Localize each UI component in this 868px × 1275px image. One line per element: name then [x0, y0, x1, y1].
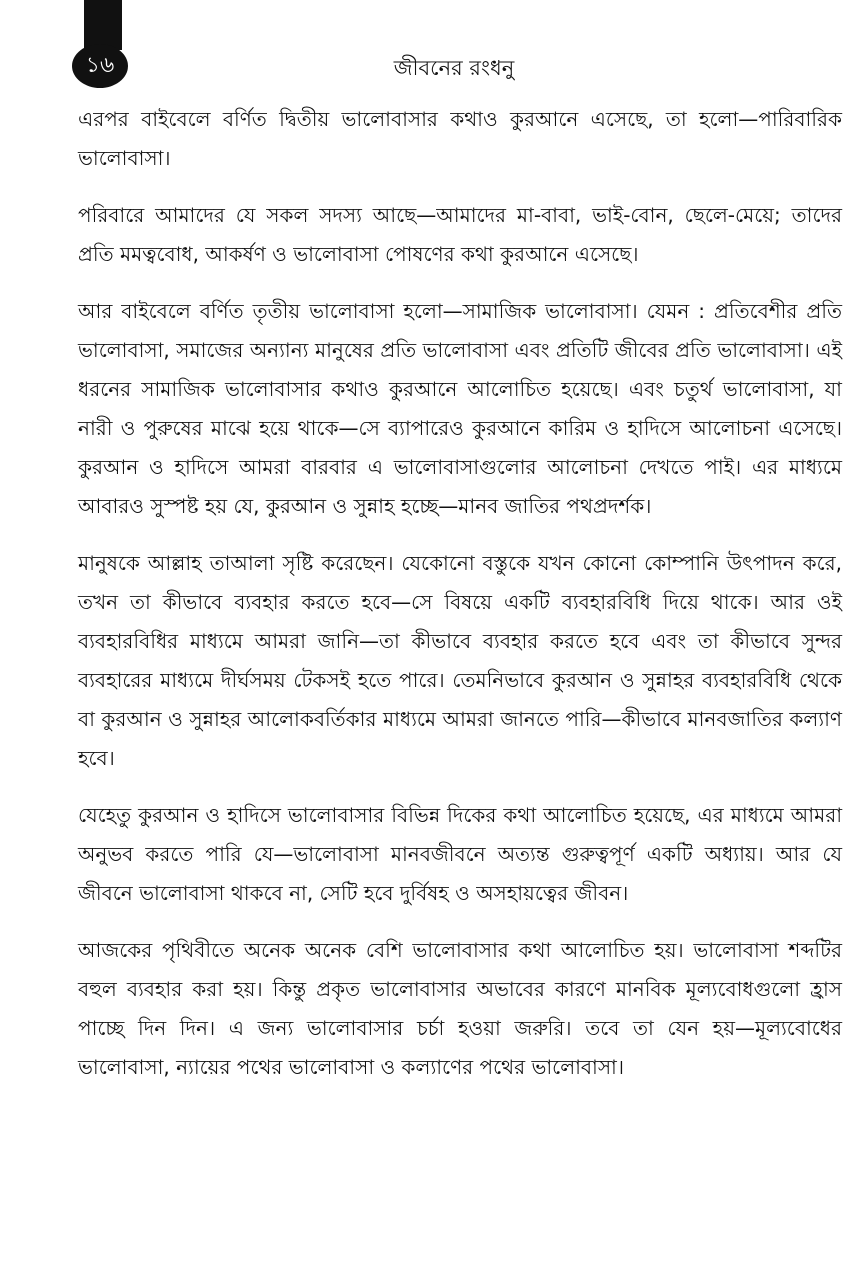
running-title: জীবনের রংধনু [393, 56, 515, 80]
page-body [78, 100, 842, 1105]
page-number: ১৬ [85, 52, 115, 78]
paragraph-6: আজকের পৃথিবীতে অনেক অনেক বেশি ভালোবাসার কথা আলোচিত হয়। ভালোবাসা শব্দটির বহুল ব্যবহার করা হয়। কিন্তু প্রকৃত ভালোবাসার অভাবের কারণে মানবিক মূল্যবোধগুলো হ্রাস পাচ্ছে দিন দিন। এ জন্য ভালোবাসার চর্চা হওয়া জরুরি। তবে তা যেন হয়—মূল্যবোধের ভালোবাসা, ন্যায়ের পথের ভালোবাসা ও কল্যাণের পথের ভালোবাসা। [78, 938, 842, 1079]
paragraph-1: এরপর বাইবেলে বর্ণিত দ্বিতীয় ভালোবাসার কথাও কুরআনে এসেছে, তা হলো—পারিবারিক ভালোবাসা। [78, 107, 842, 170]
paragraph-2: পরিবারে আমাদের যে সকল সদস্য আছে—আমাদের মা-বাবা, ভাই-বোন, ছেলে-মেয়ে; তাদের প্রতি মমত্ববোধ, আকর্ষণ ও ভালোবাসা পোষণের কথা কুরআনে এসেছে। [78, 203, 842, 266]
paragraph-4: মানুষকে আল্লাহ তাআলা সৃষ্টি করেছেন। যেকোনো বস্তুকে যখন কোনো কোম্পানি উৎপাদন করে, তখন তা কীভাবে ব্যবহার করতে হবে—সে বিষয়ে একটি ব্যবহারবিধি দিয়ে থাকে। আর ওই ব্যবহারবিধির মাধ্যমে আমরা জানি—তা কীভাবে ব্যবহার করতে হবে এবং তা কীভাবে সুন্দর ব্যবহারের মাধ্যমে দীর্ঘসময় টেকসই হতে পারে। তেমনিভাবে কুরআন ও সুন্নাহর ব্যবহারবিধি থেকে বা কুরআন ও সুন্নাহর আলোকবর্তিকার মাধ্যমে আমরা জানতে পারি—কীভাবে মানবজাতির কল্যাণ হবে। [78, 551, 842, 770]
paragraph-5: যেহেতু কুরআন ও হাদিসে ভালোবাসার বিভিন্ন দিকের কথা আলোচিত হয়েছে, এর মাধ্যমে আমরা অনুভব করতে পারি যে—ভালোবাসা মানবজীবনে অত্যন্ত গুরুত্বপূর্ণ একটি অধ্যায়। আর যে জীবনে ভালোবাসা থাকবে না, সেটি হবে দুর্বিষহ ও অসহায়ত্বের জীবন। [78, 803, 842, 905]
paragraph-3: আর বাইবেলে বর্ণিত তৃতীয় ভালোবাসা হলো—সামাজিক ভালোবাসা। যেমন : প্রতিবেশীর প্রতি ভালোবাসা, সমাজের অন্যান্য মানুষের প্রতি ভালোবাসা এবং প্রতিটি জীবের প্রতি ভালোবাসা। এই ধরনের সামাজিক ভালোবাসার কথাও কুরআনে আলোচিত হয়েছে। এবং চতুর্থ ভালোবাসা, যা নারী ও পুরুষের মাঝে হয়ে থাকে—সে ব্যাপারেও কুরআনে কারিম ও হাদিসে আলোচনা এসেছে। কুরআন ও হাদিসে আমরা বারবার এ ভালোবাসাগুলোর আলোচনা দেখতে পাই। এর মাধ্যমে আবারও সুস্পষ্ট হয় যে, কুরআন ও সুন্নাহ হচ্ছে—মানব জাতির পথপ্রদর্শক। [78, 299, 842, 518]
page-tab-marker [84, 0, 122, 50]
